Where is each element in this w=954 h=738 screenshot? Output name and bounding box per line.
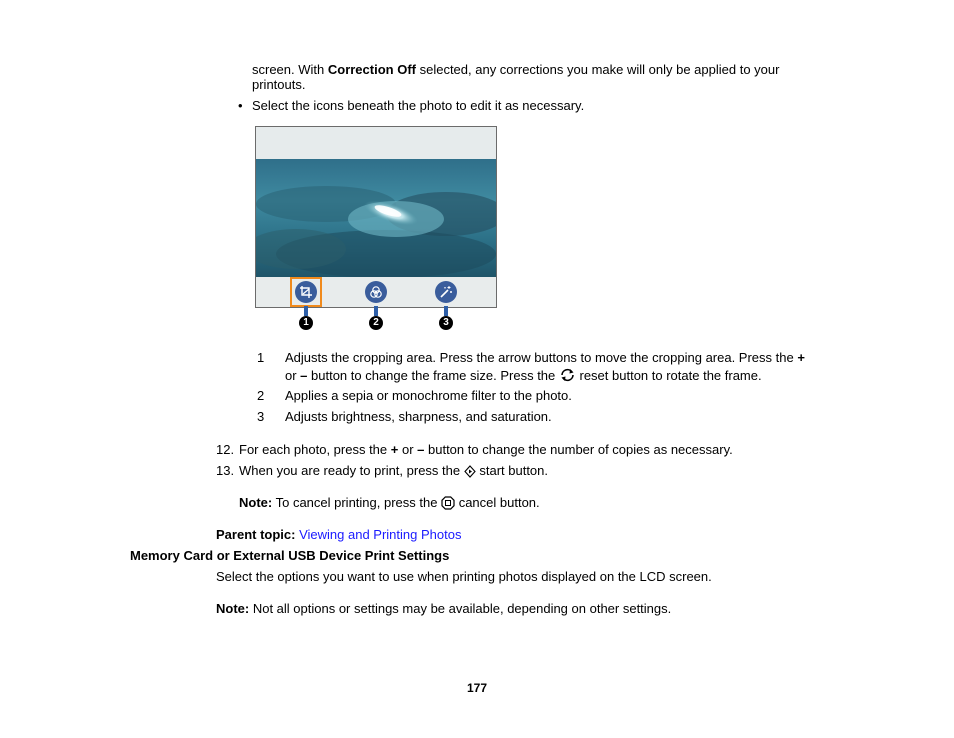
callout-3: 3 xyxy=(439,316,453,330)
note-text: cancel button. xyxy=(455,495,540,510)
legend-text: or xyxy=(285,368,301,383)
step-text: When you are ready to print, press the xyxy=(239,463,464,478)
note-label: Note: xyxy=(239,495,273,510)
legend-text-1-line-2 xyxy=(285,367,762,384)
reef-photo xyxy=(256,159,496,277)
callout-stem-1 xyxy=(304,306,308,316)
plus-symbol: + xyxy=(797,350,805,365)
intro-line-2: printouts. xyxy=(252,77,306,92)
section-note xyxy=(216,601,671,617)
minus-symbol: – xyxy=(417,442,425,457)
start-diamond-icon xyxy=(464,465,476,478)
minus-symbol: – xyxy=(300,368,308,383)
filter-icon[interactable] xyxy=(365,281,387,303)
bullet-text: Select the icons beneath the photo to edit it as necessary. xyxy=(252,98,585,113)
step-text: or xyxy=(398,442,418,457)
page-number: 177 xyxy=(466,681,488,695)
callout-stem-3 xyxy=(444,306,448,316)
enhance-icon[interactable] xyxy=(435,281,457,303)
intro-text-cont: selected, any corrections you make will only be applied to your xyxy=(415,62,780,77)
callout-stem-2 xyxy=(374,306,378,316)
note-text: To cancel printing, press the xyxy=(272,495,442,510)
step-number-12: 12. xyxy=(216,442,235,457)
intro-bold: Correction Off xyxy=(327,62,416,77)
legend-text: button to change the frame size. Press the xyxy=(307,368,559,383)
crop-selection-highlight xyxy=(290,277,322,307)
step-text-13 xyxy=(239,463,548,479)
note-label: Note: xyxy=(216,601,250,616)
legend-num-1: 1 xyxy=(257,350,265,365)
legend-num-2: 2 xyxy=(257,388,265,403)
legend-text-3: Adjusts brightness, sharpness, and saturation. xyxy=(285,409,552,424)
step-text: For each photo, press the xyxy=(239,442,391,457)
reset-rotate-icon xyxy=(559,367,576,383)
legend-text: reset button to rotate the frame. xyxy=(575,368,762,383)
step-text: button to change the number of copies as necessary. xyxy=(424,442,733,457)
section-body: Select the options you want to use when printing photos displayed on the LCD screen. xyxy=(216,569,712,584)
note-cancel xyxy=(239,495,540,511)
note-text: Not all options or settings may be available, depending on other settings. xyxy=(249,601,672,616)
section-heading: Memory Card or External USB Device Print Settings xyxy=(130,548,450,563)
parent-topic xyxy=(216,527,461,543)
plus-symbol: + xyxy=(390,442,399,457)
bullet-marker: • xyxy=(238,98,243,113)
legend-text: Adjusts the cropping area. Press the arrow buttons to move the cropping area. Press the xyxy=(285,350,798,365)
step-number-13: 13. xyxy=(216,463,235,478)
callout-1: 1 xyxy=(299,316,313,330)
intro-text: screen. With xyxy=(252,62,328,77)
lcd-top-bar xyxy=(256,127,496,159)
intro-line-1 xyxy=(252,62,779,78)
cancel-stop-icon xyxy=(441,496,455,510)
step-text-12 xyxy=(239,442,733,458)
legend-num-3: 3 xyxy=(257,409,265,424)
step-text: start button. xyxy=(475,463,548,478)
legend-text-1-line-1 xyxy=(285,350,805,366)
parent-topic-label: Parent topic: xyxy=(216,527,296,542)
parent-topic-link[interactable]: Viewing and Printing Photos xyxy=(299,527,462,542)
legend-text-2: Applies a sepia or monochrome filter to the photo. xyxy=(285,388,572,403)
callout-2: 2 xyxy=(369,316,383,330)
